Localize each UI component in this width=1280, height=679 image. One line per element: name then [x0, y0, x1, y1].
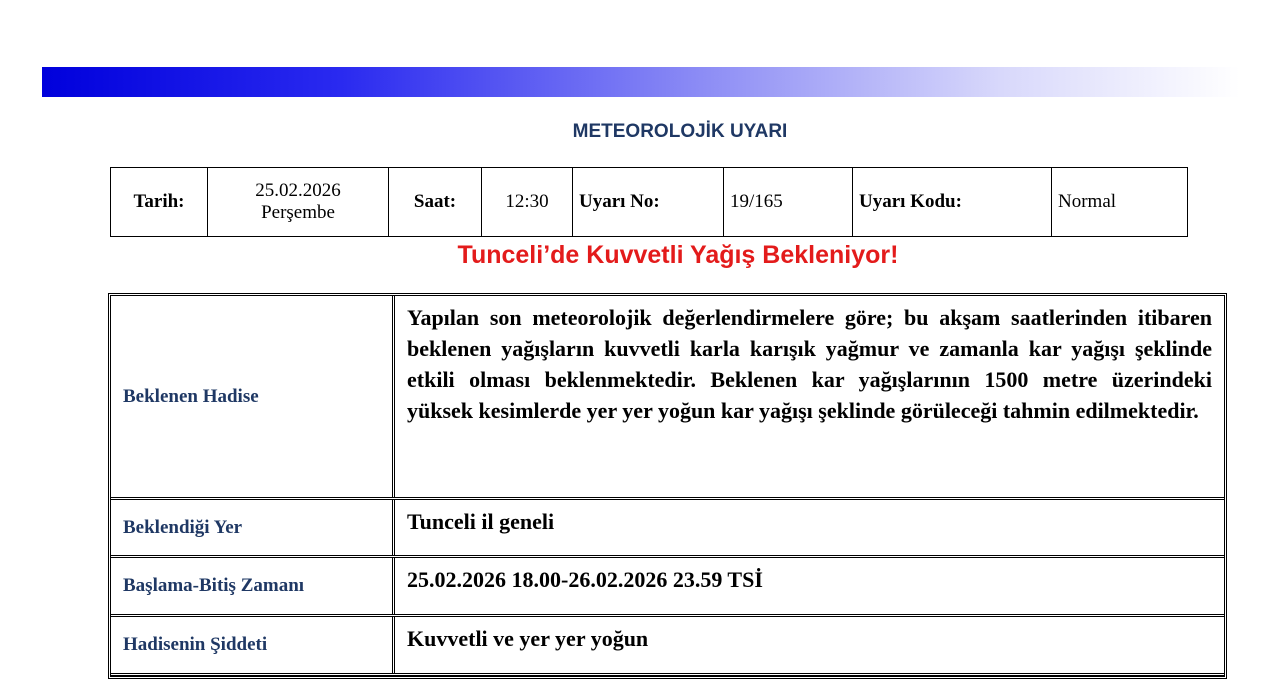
header-gradient-bar	[42, 67, 1240, 97]
row-value: 25.02.2026 18.00-26.02.2026 23.59 TSİ	[407, 567, 763, 592]
row-label: Hadisenin Şiddeti	[111, 617, 395, 673]
row-value: Yapılan son meteorolojik değerlendirmelere göre; bu akşam saatlerinden itibaren beklenen yağışların kuvvetli karla karışık yağmur ve zamanla kar yağışı şeklinde etkili olması beklenmektedir. Beklenen kar yağışlarının 1500 metre üzerindeki yüksek kesimlerde yer yer yoğun kar yağışı şeklinde görüleceği tahmin edilmektedir.	[407, 305, 1212, 423]
row-value: Tunceli il geneli	[407, 509, 555, 534]
warning-info-table	[110, 167, 1188, 237]
warning-details-table	[108, 293, 1227, 679]
warning-code-value: Normal	[1052, 168, 1188, 237]
table-row	[111, 617, 1224, 676]
warning-headline: Tunceli’de Kuvvetli Yağış Bekleniyor!	[457, 241, 899, 269]
table-row	[111, 558, 1224, 617]
warning-no-value: 19/165	[724, 168, 853, 237]
day: Perşembe	[261, 202, 335, 223]
date-value	[208, 168, 389, 237]
date: 25.02.2026	[255, 180, 341, 201]
warning-code-label: Uyarı Kodu:	[853, 168, 1052, 237]
table-row	[111, 296, 1224, 500]
row-value: Kuvvetli ve yer yer yoğun	[407, 626, 649, 651]
row-label: Beklendiği Yer	[111, 500, 395, 555]
warning-no-label: Uyarı No:	[573, 168, 724, 237]
document-title: METEOROLOJİK UYARI	[572, 121, 788, 142]
row-label: Beklenen Hadise	[111, 296, 395, 497]
time-label: Saat:	[389, 168, 482, 237]
row-label: Başlama-Bitiş Zamanı	[111, 558, 395, 614]
time-value: 12:30	[482, 168, 573, 237]
table-row	[111, 500, 1224, 558]
date-label: Tarih:	[111, 168, 208, 237]
